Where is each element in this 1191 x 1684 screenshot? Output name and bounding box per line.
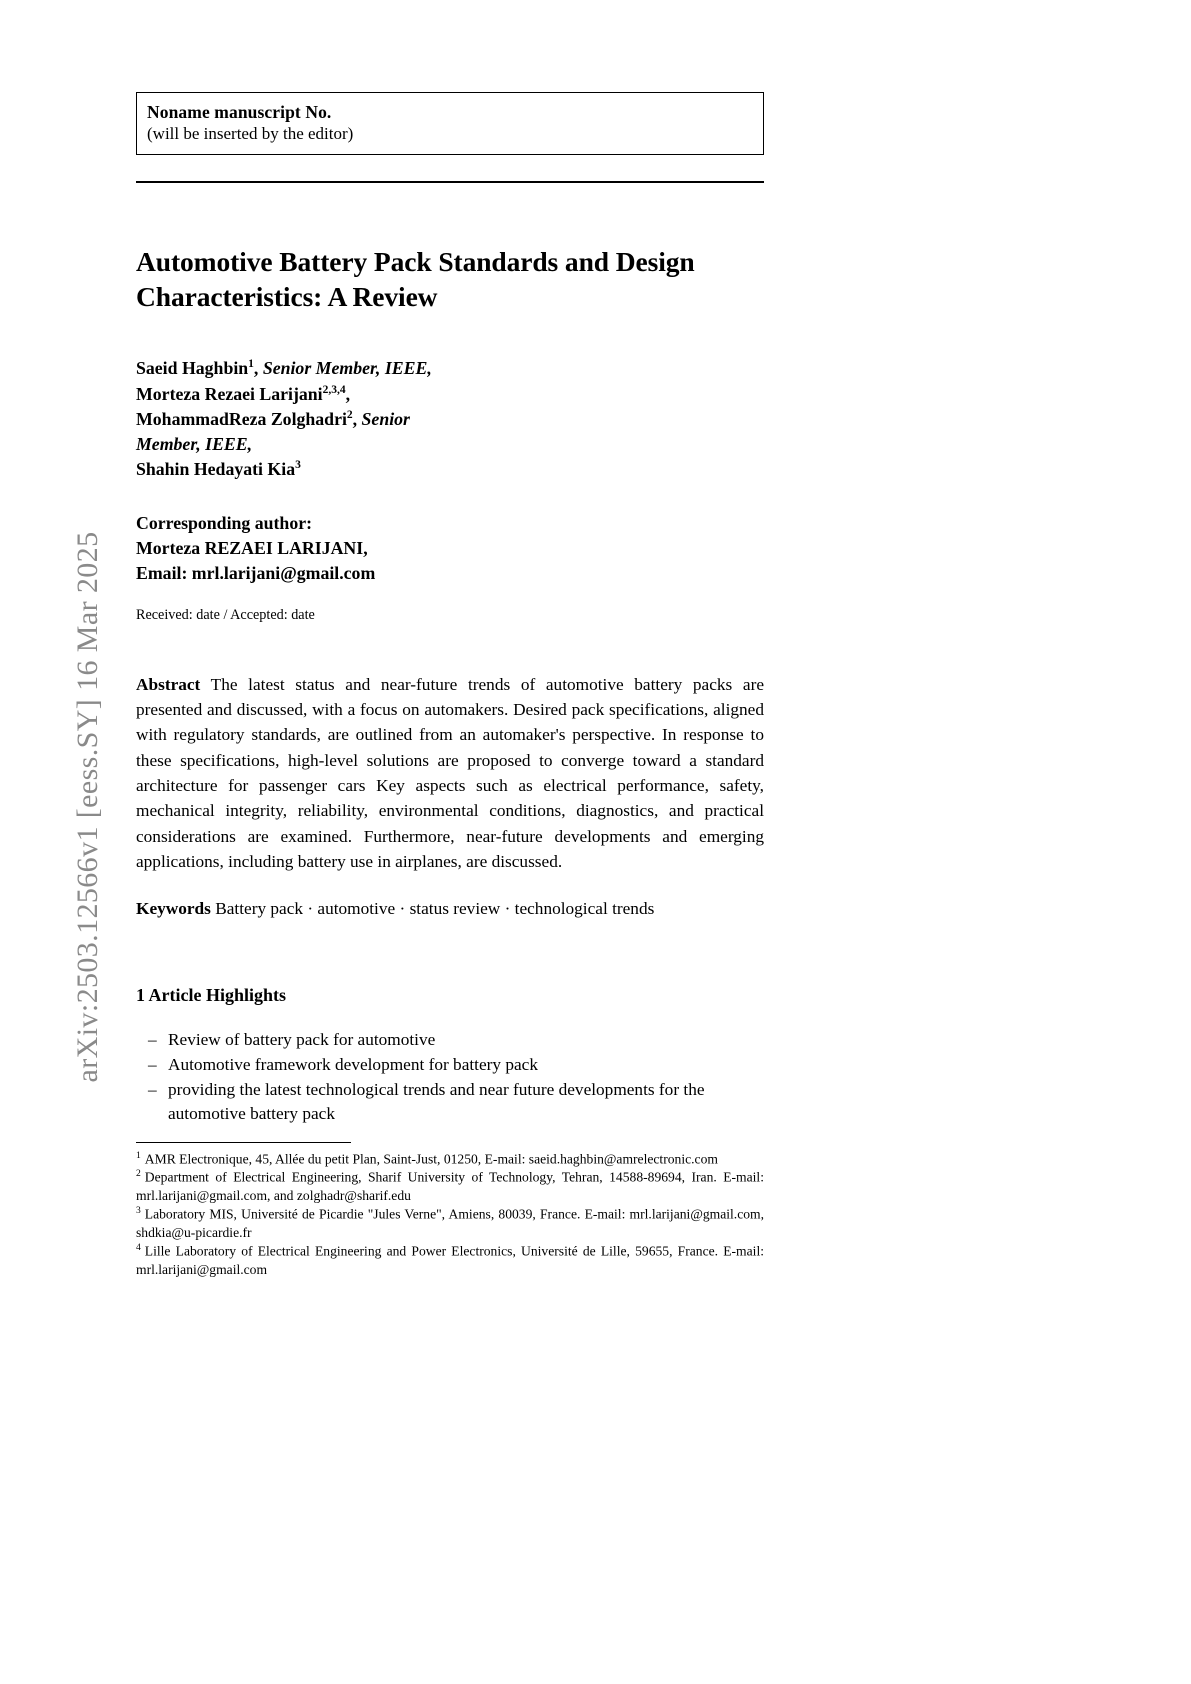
footnote-marker: 3: [136, 1205, 141, 1217]
author-line: [136, 407, 764, 432]
footnote-marker: 1: [136, 1149, 141, 1161]
footnote-marker: 4: [136, 1242, 141, 1254]
abstract-body: The latest status and near-future trends of automotive battery packs are presented and discussed, with a focus on automakers. Desired pack specifications, aligned with regulatory standards, are outlined from an automaker's perspective. In response to these specifications, high-level solutions are proposed to converge toward a standard architecture for passenger cars Key aspects such as electrical performance, safety, mechanical integrity, reliability, environmental conditions, diagnostics, and practical considerations are examined. Furthermore, near-future developments and emerging applications, including battery use in airplanes, are discussed.: [136, 674, 764, 871]
abstract-label: Abstract: [136, 674, 201, 694]
abstract-section: [136, 672, 764, 875]
author-membership-continuation: Member, IEEE,: [136, 434, 253, 455]
author-name: Morteza Rezaei Larijani: [136, 383, 323, 404]
footnote: [136, 1150, 764, 1169]
author-line: [136, 382, 764, 407]
author-separator: ,: [345, 383, 351, 404]
keywords-section: [136, 896, 764, 921]
author-affiliation-marker: 2,3,4: [322, 383, 346, 396]
footnote: [136, 1242, 764, 1279]
paper-title: Automotive Battery Pack Standards and Design Characteristics: A Review: [136, 246, 695, 312]
journal-editor-note: (will be inserted by the editor): [147, 124, 354, 144]
author-list: [136, 356, 764, 482]
bullet-dash-icon: –: [148, 1029, 157, 1049]
arxiv-identifier-stamp: arXiv:2503.12566v1 [eess.SY] 16 Mar 2025: [71, 531, 104, 1083]
bullet-dash-icon: –: [148, 1054, 157, 1074]
keywords-body: Battery pack · automotive · status review · technological trends: [215, 899, 655, 919]
list-item-text: Review of battery pack for automotive: [168, 1029, 436, 1049]
footnote-text: AMR Electronique, 45, Allée du petit Plan, Saint-Just, 01250, E-mail: saeid.haghbin@amrelectronic.com: [144, 1151, 718, 1167]
author-separator: ,: [352, 408, 362, 429]
footnotes-block: [136, 1150, 764, 1280]
footnote-text: Department of Electrical Engineering, Sharif University of Technology, Tehran, 14588-89694, Iran. E-mail: mrl.larijani@gmail.com, and zolghadr@sharif.edu: [136, 1169, 764, 1204]
author-membership: Senior: [361, 408, 410, 429]
list-item-text: providing the latest technological trends and near future developments for the automotive battery pack: [168, 1079, 705, 1123]
corresponding-author-email: Email: mrl.larijani@gmail.com: [136, 563, 376, 584]
header-divider-rule: [136, 181, 764, 183]
corresponding-author-block: [136, 511, 764, 587]
author-name: Saeid Haghbin: [136, 358, 249, 379]
corresponding-author-name: Morteza REZAEI LARIJANI,: [136, 538, 368, 559]
author-name: Shahin Hedayati Kia: [136, 459, 296, 480]
footnote-text: Lille Laboratory of Electrical Engineering and Power Electronics, Université de Lille, 59655, France. E-mail: mrl.larijani@gmail.com: [136, 1243, 764, 1277]
author-line: [136, 457, 764, 482]
list-item: [136, 1028, 764, 1052]
received-accepted-dates: Received: date / Accepted: date: [136, 606, 315, 623]
footnote-separator-rule: [136, 1142, 351, 1143]
author-name: MohammadReza Zolghadri: [136, 408, 347, 429]
corresponding-author-label: Corresponding author:: [136, 512, 313, 533]
author-affiliation-marker: 2: [346, 409, 353, 422]
section-heading-article-highlights: 1 Article Highlights: [136, 984, 286, 1005]
paper-content-column: [136, 92, 764, 1279]
footnote: [136, 1168, 764, 1205]
journal-header-box: [136, 92, 764, 155]
list-item: [136, 1078, 764, 1126]
journal-manuscript-number: Noname manuscript No.: [147, 102, 332, 122]
author-membership: Senior Member, IEEE,: [262, 358, 432, 379]
footnote-text: Laboratory MIS, Université de Picardie "Jules Verne", Amiens, 80039, France. E-mail: mrl.larijani@gmail.com, shdkia@u-picardie.fr: [136, 1206, 764, 1241]
list-item: [136, 1053, 764, 1077]
list-item-text: Automotive framework development for battery pack: [168, 1054, 538, 1074]
author-affiliation-marker: 3: [295, 459, 301, 472]
footnote-marker: 2: [136, 1168, 141, 1180]
author-line: [136, 356, 764, 381]
author-separator: ,: [253, 358, 263, 379]
footnote: [136, 1205, 764, 1242]
keywords-label: Keywords: [136, 899, 211, 919]
bullet-dash-icon: –: [148, 1079, 157, 1099]
author-affiliation-marker: 1: [248, 358, 254, 371]
article-highlights-list: [136, 1028, 764, 1126]
